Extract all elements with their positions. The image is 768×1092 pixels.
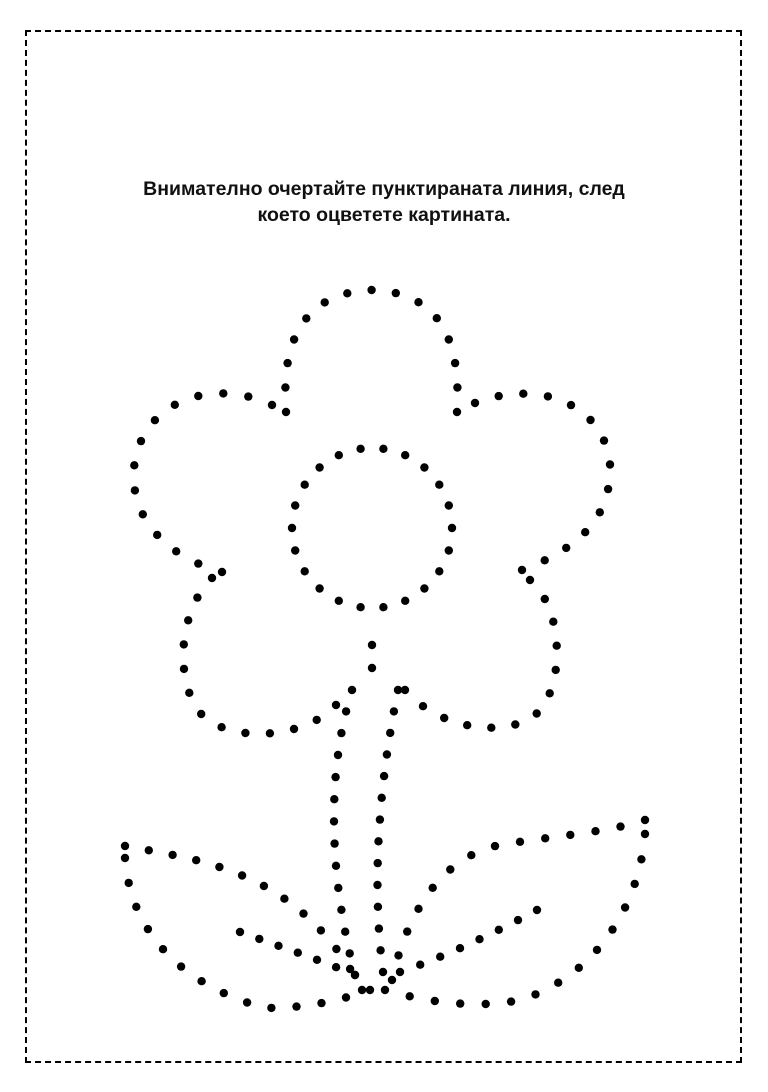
- petal-bottom-left-dot: [208, 574, 216, 582]
- petal-bottom-left-dot: [180, 640, 188, 648]
- leaf-left-vein-dot: [351, 971, 359, 979]
- leaf-right-top-dot: [616, 822, 624, 830]
- leaf-left-top-dot: [215, 863, 223, 871]
- stem-left-dot: [341, 928, 349, 936]
- petal-left-dot: [130, 461, 138, 469]
- petal-top-dot: [453, 383, 461, 391]
- leaf-left-bottom-dot: [267, 1004, 275, 1012]
- petal-right-dot: [544, 392, 552, 400]
- instruction-line-2: което оцветете картината.: [257, 204, 511, 226]
- petal-left-dot: [171, 401, 179, 409]
- leaf-left-bottom-dot: [366, 986, 374, 994]
- stem-right-dot: [374, 837, 382, 845]
- leaf-left-bottom-dot: [121, 854, 129, 862]
- leaf-right-top-dot: [394, 951, 402, 959]
- petal-top-dot: [282, 408, 290, 416]
- flower-center-dot: [420, 584, 428, 592]
- stem-top-dot: [368, 664, 376, 672]
- leaf-left-vein-dot: [255, 935, 263, 943]
- flower-center-dot: [448, 524, 456, 532]
- flower-center-dot: [315, 584, 323, 592]
- leaf-right-vein-dot: [514, 916, 522, 924]
- flower-center-dot: [356, 603, 364, 611]
- stem-right-dot: [375, 924, 383, 932]
- leaf-left-bottom-dot: [159, 945, 167, 953]
- petal-bottom-right-dot: [463, 721, 471, 729]
- leaf-right-top-dot: [403, 927, 411, 935]
- leaf-left-top-dot: [358, 986, 366, 994]
- flower-center-dot: [435, 481, 443, 489]
- leaf-right-vein-dot: [416, 961, 424, 969]
- stem-right-dot: [374, 859, 382, 867]
- petal-right-dot: [586, 416, 594, 424]
- stem-left-dot: [346, 949, 354, 957]
- stem-left-dot: [337, 906, 345, 914]
- stem-left-dot: [332, 862, 340, 870]
- leaf-left-bottom-dot: [220, 989, 228, 997]
- leaf-right-bottom-dot: [406, 992, 414, 1000]
- leaf-right-vein-dot: [396, 968, 404, 976]
- flower-center-dot: [335, 451, 343, 459]
- leaf-right-top-dot: [446, 865, 454, 873]
- leaf-right-bottom-dot: [507, 997, 515, 1005]
- petal-right-dot: [541, 556, 549, 564]
- flower-center-dot: [335, 597, 343, 605]
- stem-right-dot: [386, 729, 394, 737]
- leaf-right-vein-dot: [533, 906, 541, 914]
- leaf-right-bottom-dot: [575, 964, 583, 972]
- flower-center-dot: [301, 481, 309, 489]
- petal-bottom-right-dot: [526, 576, 534, 584]
- petal-left-dot: [172, 547, 180, 555]
- petal-right-dot: [596, 508, 604, 516]
- petal-top-dot: [290, 335, 298, 343]
- petal-bottom-left-dot: [332, 701, 340, 709]
- flower-center-dot: [401, 451, 409, 459]
- stem-left-dot: [348, 686, 356, 694]
- petal-top-dot: [283, 359, 291, 367]
- flower-center-dot: [291, 501, 299, 509]
- petal-bottom-right-dot: [533, 709, 541, 717]
- stem-left-dot: [330, 817, 338, 825]
- petal-bottom-left-dot: [180, 665, 188, 673]
- leaf-left-bottom-dot: [342, 993, 350, 1001]
- petal-bottom-left-dot: [266, 729, 274, 737]
- petal-bottom-right-dot: [546, 689, 554, 697]
- flower-center-dot: [356, 445, 364, 453]
- leaf-left-vein-dot: [294, 949, 302, 957]
- petal-top-dot: [453, 408, 461, 416]
- stem-right-dot: [380, 772, 388, 780]
- petal-right-dot: [471, 399, 479, 407]
- petal-right-dot: [581, 528, 589, 536]
- petal-top-dot: [445, 335, 453, 343]
- leaf-left-top-dot: [121, 842, 129, 850]
- leaf-right-bottom-dot: [456, 999, 464, 1007]
- leaf-left-top-dot: [332, 945, 340, 953]
- leaf-right-top-dot: [641, 816, 649, 824]
- petal-top-dot: [367, 286, 375, 294]
- petal-bottom-left-dot: [290, 725, 298, 733]
- leaf-right-bottom-dot: [554, 979, 562, 987]
- petal-left-dot: [131, 486, 139, 494]
- petal-left-dot: [194, 392, 202, 400]
- petal-left-dot: [194, 559, 202, 567]
- stem-right-dot: [383, 750, 391, 758]
- flower-center-dot: [291, 546, 299, 554]
- petal-top-dot: [414, 298, 422, 306]
- flower-center-dot: [445, 501, 453, 509]
- petal-bottom-right-dot: [487, 724, 495, 732]
- leaf-left-bottom-dot: [243, 998, 251, 1006]
- stem-top-dot: [368, 641, 376, 649]
- petal-bottom-left-dot: [197, 710, 205, 718]
- leaf-left-bottom-dot: [177, 962, 185, 970]
- leaf-right-bottom-dot: [641, 830, 649, 838]
- stem-right-dot: [374, 903, 382, 911]
- stem-right-dot: [390, 707, 398, 715]
- leaf-right-bottom-dot: [482, 1000, 490, 1008]
- petal-left-dot: [151, 416, 159, 424]
- stem-right-dot: [378, 794, 386, 802]
- flower-center-dot: [288, 524, 296, 532]
- leaf-left-bottom-dot: [292, 1002, 300, 1010]
- petal-top-dot: [451, 359, 459, 367]
- petal-top-dot: [392, 289, 400, 297]
- leaf-right-top-dot: [414, 905, 422, 913]
- petal-top-dot: [281, 383, 289, 391]
- petal-top-dot: [321, 298, 329, 306]
- petal-right-dot: [606, 460, 614, 468]
- flower-center-dot: [435, 567, 443, 575]
- petal-bottom-right-dot: [549, 618, 557, 626]
- flower-center-dot: [379, 445, 387, 453]
- leaf-right-bottom-dot: [381, 986, 389, 994]
- leaf-left-top-dot: [145, 846, 153, 854]
- leaf-right-bottom-dot: [608, 925, 616, 933]
- petal-bottom-left-dot: [241, 729, 249, 737]
- leaf-left-vein-dot: [332, 963, 340, 971]
- petal-left-dot: [268, 401, 276, 409]
- leaf-left-bottom-dot: [132, 903, 140, 911]
- leaf-right-top-dot: [591, 827, 599, 835]
- leaf-left-bottom-dot: [125, 879, 133, 887]
- petal-bottom-left-dot: [184, 616, 192, 624]
- petal-bottom-right-dot: [552, 666, 560, 674]
- petal-left-dot: [244, 392, 252, 400]
- leaf-left-top-dot: [168, 851, 176, 859]
- leaf-right-bottom-dot: [621, 903, 629, 911]
- petal-left-dot: [139, 510, 147, 518]
- leaf-left-vein-dot: [236, 928, 244, 936]
- petal-right-dot: [604, 485, 612, 493]
- petal-right-dot: [518, 566, 526, 574]
- petal-bottom-right-dot: [541, 595, 549, 603]
- petal-right-dot: [495, 392, 503, 400]
- stem-left-dot: [330, 795, 338, 803]
- leaf-right-top-dot: [516, 838, 524, 846]
- leaf-right-vein-dot: [475, 935, 483, 943]
- petal-bottom-left-dot: [217, 723, 225, 731]
- stem-left-dot: [331, 773, 339, 781]
- leaf-right-top-dot: [566, 831, 574, 839]
- leaf-right-top-dot: [388, 976, 396, 984]
- flower-center-dot: [401, 597, 409, 605]
- flower-center-dot: [445, 546, 453, 554]
- leaf-right-top-dot: [429, 884, 437, 892]
- stem-left-dot: [342, 707, 350, 715]
- leaf-left-top-dot: [192, 856, 200, 864]
- petal-right-dot: [519, 390, 527, 398]
- leaf-right-bottom-dot: [631, 880, 639, 888]
- leaf-left-vein-dot: [274, 942, 282, 950]
- petal-right-dot: [562, 544, 570, 552]
- leaf-left-bottom-dot: [144, 925, 152, 933]
- flower-center-dot: [379, 603, 387, 611]
- leaf-left-top-dot: [317, 926, 325, 934]
- petal-left-dot: [219, 389, 227, 397]
- petal-bottom-right-dot: [553, 642, 561, 650]
- stem-right-dot: [376, 815, 384, 823]
- leaf-right-vein-dot: [436, 953, 444, 961]
- leaf-right-top-dot: [467, 851, 475, 859]
- petal-left-dot: [153, 531, 161, 539]
- instruction-line-1: Внимателно очертайте пунктираната линия, след: [143, 178, 625, 200]
- flower-center-dot: [301, 567, 309, 575]
- leaf-left-top-dot: [299, 909, 307, 917]
- leaf-right-vein-dot: [456, 944, 464, 952]
- stem-right-dot: [394, 686, 402, 694]
- leaf-left-bottom-dot: [197, 977, 205, 985]
- petal-bottom-right-dot: [419, 702, 427, 710]
- leaf-left-vein-dot: [313, 956, 321, 964]
- leaf-right-bottom-dot: [531, 990, 539, 998]
- leaf-right-top-dot: [541, 834, 549, 842]
- leaf-left-top-dot: [280, 895, 288, 903]
- leaf-left-top-dot: [238, 871, 246, 879]
- leaf-right-bottom-dot: [593, 946, 601, 954]
- petal-bottom-left-dot: [313, 716, 321, 724]
- leaf-right-top-dot: [491, 842, 499, 850]
- stem-right-dot: [373, 881, 381, 889]
- stem-left-dot: [334, 884, 342, 892]
- petal-left-dot: [218, 568, 226, 576]
- petal-bottom-right-dot: [440, 714, 448, 722]
- leaf-right-vein-dot: [495, 926, 503, 934]
- petal-right-dot: [567, 401, 575, 409]
- petal-top-dot: [433, 314, 441, 322]
- stem-right-dot: [376, 946, 384, 954]
- petal-bottom-left-dot: [193, 593, 201, 601]
- stem-left-dot: [330, 839, 338, 847]
- stem-right-dot: [379, 968, 387, 976]
- petal-bottom-left-dot: [185, 689, 193, 697]
- flower-center-dot: [420, 463, 428, 471]
- petal-bottom-right-dot: [511, 720, 519, 728]
- petal-top-dot: [302, 314, 310, 322]
- leaf-left-top-dot: [260, 882, 268, 890]
- stem-left-dot: [334, 751, 342, 759]
- stem-left-dot: [337, 729, 345, 737]
- leaf-right-bottom-dot: [637, 855, 645, 863]
- flower-center-dot: [315, 463, 323, 471]
- leaf-left-bottom-dot: [317, 999, 325, 1007]
- petal-top-dot: [343, 289, 351, 297]
- leaf-right-bottom-dot: [431, 997, 439, 1005]
- petal-left-dot: [137, 437, 145, 445]
- petal-right-dot: [600, 436, 608, 444]
